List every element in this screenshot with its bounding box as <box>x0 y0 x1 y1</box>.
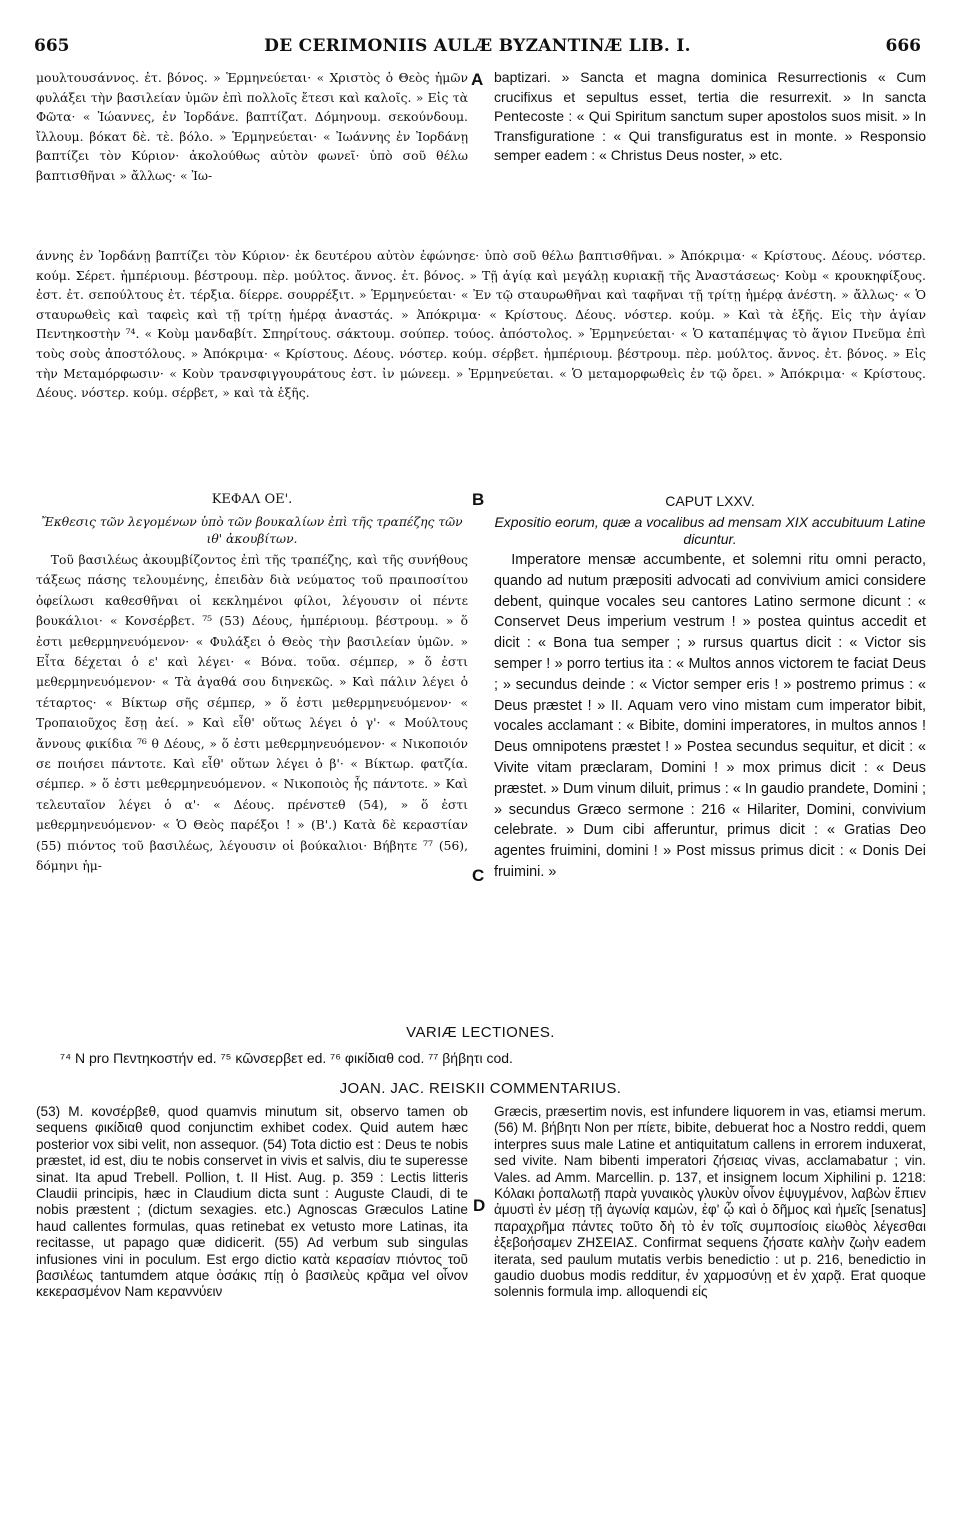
top-latin-text: baptizari. » Sancta et magna dominica Resurrectionis « Cum crucifixus et sepultus esset, tertia die resurrexit. » In sancta Pentecoste : « Qui Spiritum sanctum super apostolos suos misit. » In Transfiguratione : « Qui transfiguratus est in monte. » Responsio semper eadem : « Christus Deus noster, » etc. <box>494 69 926 164</box>
left-body-text: Τοῦ βασιλέως ἀκουμβίζοντος ἐπὶ τῆς τραπέζης, καὶ τῆς συνήθους τάξεως πάσης τελουμένης, ἐπειδὰν διὰ νεύματος τοῦ πραιποσίτου ὀφείλωσι καθεσθῆναι οἱ κεκλημένοι φίλοι, λέγουσιν οἱ πέντε βουκάλιοι· « Κονσέρβετ. ⁷⁵ (53) Δέους, ἡμπέριουμ. βέστρουμ. » ὅ ἐστι μεθερμηνευόμενον· « Φυλάξει ὁ Θεὸς τὴν βασιλείαν ὑμῶν. » Εἶτα δέχεται ὁ ε' καὶ λέγει· « Βόνα. τοῦα. σέμπερ, » ὅ ἐστι μεθερμηνευόμενον· « Τὰ ἀγαθά σου διηνεκῶς. » Καὶ πάλιν λέγει ὁ τέταρτος· « Βίκτωρ σῆς σέμπερ, » ὅ ἐστι μεθερμηνευόμενον· « Τροπαιοῦχος ἔσῃ ἀεί. » Καὶ εἶθ' οὕτως λέγει ὁ γ'· « Μούλτους ἄννους φικίδια ⁷⁶ θ Δέους, » ὅ ἐστι μεθερμηνευόμενον· « Νικοποιόν σε ποιήσει πάντοτε. Καὶ εἶθ' οὕτων λέγει ὁ β'· « Βίκτωρ. φατζία. σέμπερ. » ὅ ἐστι μεθερμηνευόμενον. « Νικοποιὸς ἧς πάντοτε. » Καὶ τελευταῖον λέγει ὁ α'· « Δέους. πρένστεθ (54), » ὅ ἐστι μεθερμηνευόμενον· « Ὁ Θεὸς παρέξοι ! » (Β'.) Κατὰ δὲ κεραστίαν (55) πιόντος τοῦ βασιλέως, λέγουσιν οἱ βούκαλιοι· Βήβητε ⁷⁷ (56), δόμηνι ἡμ- <box>36 553 468 874</box>
variae-heading: VARIÆ LECTIONES. <box>406 1024 555 1041</box>
left-greek-column <box>36 514 468 1018</box>
top-greek-column <box>36 68 468 246</box>
right-subheading: Expositio eorum, quæ a vocalibus ad mensam XIX accubituum Latine dicuntur. <box>494 514 926 547</box>
commentary-left-column <box>36 1104 468 1512</box>
running-header <box>34 36 921 60</box>
margin-letter-d: D <box>473 1196 486 1215</box>
margin-letter-a: A <box>471 70 484 89</box>
commentary-right-column <box>494 1104 926 1512</box>
page-number-right: 666 <box>885 36 921 56</box>
commentary-heading: JOAN. JAC. REISKII COMMENTARIUS. <box>339 1080 622 1097</box>
left-chapter-heading: ΚΕΦΑΛ ΟΕ'. <box>211 492 293 507</box>
right-body-text: Imperatore mensæ accumbente, et solemni ritu omni peracto, quando ad nutum præpositi advocati ad convivium amici considere debent, quinque vocales seu cantores Latino sermone dicunt : « Conservet Deus imperium vestrum ! » postea quintus accedit et dicit : « Bona tua semper ; » rursus quartus dicit : « Victor sis semper ! » porro tertius ita : « Multos annos victorem te faciat Deus ; » secundus deinde : « Victor semper eris ! » postremo primus : « Deus præstet ! » II. Aquam vero vino mistam cum imperator bibit, vocales acclamant : « Bibite, domini imperatores, in multos annos ! Deus omnipotens præstet ! » Postea secundus sequitur, et dicit : « Vivite vitam præclaram, Domini ! » mox primus dicit : « Deus præstet. » Dum vinum diluit, primus : « In gaudio prandete, Domini ; » secundus Græco sermone : 216 « Hilariter, Domini, convivium celebrate. » Dum cibi afferuntur, primus dicit : « Gratias Deo agentes fruimini, domini ! » Post missus primus dicit : « Donis Dei fruimini. » <box>494 552 926 880</box>
commentary-left-text: (53) M. κονσέρβεθ, quod quamvis minutum sit, observo tamen ob sequens φικίδιαθ quod conjunctim exhibet codex. Quid autem hæc posterior vox sibi velit, non assequor. (54) Tota dictio est : Deus te nobis præstet, id est, diu te nobis conservet in vivis et salvis, diu te superesse sinat. Ita apud Trebell. Pollion, t. II Hist. Aug. p. 359 : Lectis litteris Claudii principis, hæc in Claudium dicta sunt : Auguste Claudi, di te nobis præstent ; (dictum sexagies. etc.) Agnoscas Græculos Latine haud callentes formulas, quas retinebat ex vetusto more Latinas, ita recitasse, ut papago quæ didicerit. (55) Ad verbum sub singulas infusiones vini in poculum. Est ergo dictio κατὰ κερασίαν πιόντος τοῦ βασιλέως tantumdem atque ὁσάκις πίῃ ὁ βασιλεὺς κρᾶμα vel οἶνον κεκερασμένον Nam κεραννύειν <box>36 1104 468 1300</box>
margin-letter-c: C <box>472 866 485 885</box>
margin-letter-b: B <box>472 490 485 509</box>
top-greek-text: μουλτουσάννος. ἐτ. βόνος. » Ἑρμηνεύεται· « Χριστὸς ὁ Θεὸς ἡμῶν φυλάξει τὴν βασιλείαν ὑμῶν ἐπὶ πολλοῖς ἔτεσι καὶ καλοῖς. » Εἰς τὰ Φῶτα· « Ἰώαννες, ἐν Ἰορδάνε. βαπτίζατ. Δόμηνουμ. σεκούνδουμ. ἴλλουμ. βόκατ δὲ. τὲ. βόλο. » Ἑρμηνεύεται· « Ἰωάννης ἐν Ἰορδάνῃ βαπτίζει τὸν Κύριον· ἀκολούθως αὐτὸν φωνεῖ· ὑπὸ σοῦ θέλω βαπτισθῆναι » ἄλλως· « Ἰω- <box>36 70 468 183</box>
greek-full-text: άννης ἐν Ἰορδάνῃ βαπτίζει τὸν Κύριον· ἐκ δευτέρου αὐτὸν ἐφώνησε· ὑπὸ σοῦ θέλω βαπτισθῆναι. » Ἀπόκριμα· « Κρίστους. Δέους. νόστερ. κούμ. Σέρετ. ἡμπέριουμ. βέστρουμ. πὲρ. μούλτος. ἄννος. ἐτ. βόνος. » Τῇ ἁγίᾳ καὶ μεγάλῃ κυριακῇ τῆς Ἀναστάσεως· Κοὺμ « κρουκηφίξους. ἐστ. ἐτ. σεπούλτους ἐτ. τέρξια. δίερρε. σουρρέξιτ. » Ἑρμηνεύεται· « Ἐν τῷ σταυρωθῆναι καὶ ταφῆναι τῇ τρίτῃ ἡμέρᾳ ἀνέστη. » ἄλλως· « Ὁ σταυρωθεὶς καὶ ταφεὶς καὶ τῇ τρίτῃ ἡμέρᾳ ἀναστάς. » Ἀπόκριμα· « Κρίστους. Δέους. νόστερ. κούμ. » Καὶ τὰ ἑξῆς. Εἰς τὴν ἁγίαν Πεντηκοστὴν ⁷⁴. « Κοὺμ μανδαβίτ. Σπηρίτους. σάκτουμ. σούπερ. τούος. ἀπόστολος. » Ἑρμηνεύεται· « Ὁ καταπέμψας τὸ ἅγιον Πνεῦμα ἐπὶ τοὺς σοὺς ἀποστόλους. » Ἀπόκριμα· « Κρίστους. Δέους. νόστερ. κούμ. σέρβετ. ἡμπέριουμ. βέστρουμ. πὲρ. μούλτος. ἄννος. ἐτ. βόνος. » Εἰς τὴν Μεταμόρφωσιν· « Κοὺν τρανσφιγγουράτους ἐστ. ἰν μώνεεμ. » Ἑρμηνεύεται. « Ὁ μεταμορφωθεὶς ἐν τῷ ὄρει. » Ἀπόκριμα· « Κρίστους. Δέους. νόστερ. κούμ. σέρβετ, » καὶ τὰ ἑξῆς. <box>36 248 926 401</box>
top-latin-column <box>494 68 926 246</box>
page-title: DE CERIMONIIS AULÆ BYZANTINÆ LIB. I. <box>264 36 691 56</box>
commentary-right-text: Græcis, præsertim novis, est infundere liquorem in vas, etiamsi merum. (56) M. βήβητι Non per πίετε, bibite, debuerat hoc a Nostro reddi, quem interpres suus male Latine et antiquitatum callens in errorem induxerat, sed vivite. Nam bibenti imperatori ζήσειας vivas, acclamabatur ; vin. Vales. ad Amm. Marcellin. p. 137, et insignem locum Xiphilini p. 1218: Κόλακι ῥοπαλωτῇ παρὰ γυναικὸς γλυκὺν οἶνον ἐψυγμένον, λαβὼν ἔπιεν ἀμυστὶ ἐν μέσῃ τῇ ἀγωνίᾳ καμὼν, ἐφ' ᾧ καὶ ὁ δῆμος καὶ ἡμεῖς [senatus] παραχρῆμα πάντες τοῦτο δὴ τὸ ἐν τοῖς συμποσίοις εἰωθὸς λέγεσθαι ἐξεβοήσαμεν ΖΗΣΕΙΑΣ. Confirmat sequens ζήσατε καλὴν ζωὴν eadem iterata, sed paulum mutatis verbis benedictio : ut p. 216, benedictio in gaudio duobus modis redditur, ἐν χαρμοσύνῃ et ἐν χαρᾷ. Erat quoque solennis formula imp. alloquendi εἰς <box>494 1104 926 1300</box>
page-number-left: 665 <box>34 36 70 56</box>
right-chapter-heading: CAPUT LXXV. <box>665 493 755 509</box>
left-subheading: Ἔκθεσις τῶν λεγομένων ὑπὸ τῶν βουκαλίων ἐπὶ τῆς τραπέζης τῶν ιθ' ἀκουβίτων. <box>41 515 463 546</box>
greek-full-width <box>36 246 926 486</box>
variae-text: ⁷⁴ N pro Πεντηκοστήν ed. ⁷⁵ κῶνσερβετ ed. ⁷⁶ φικίδιαθ cod. ⁷⁷ βήβητι cod. <box>60 1050 513 1066</box>
right-latin-column <box>494 514 926 1018</box>
